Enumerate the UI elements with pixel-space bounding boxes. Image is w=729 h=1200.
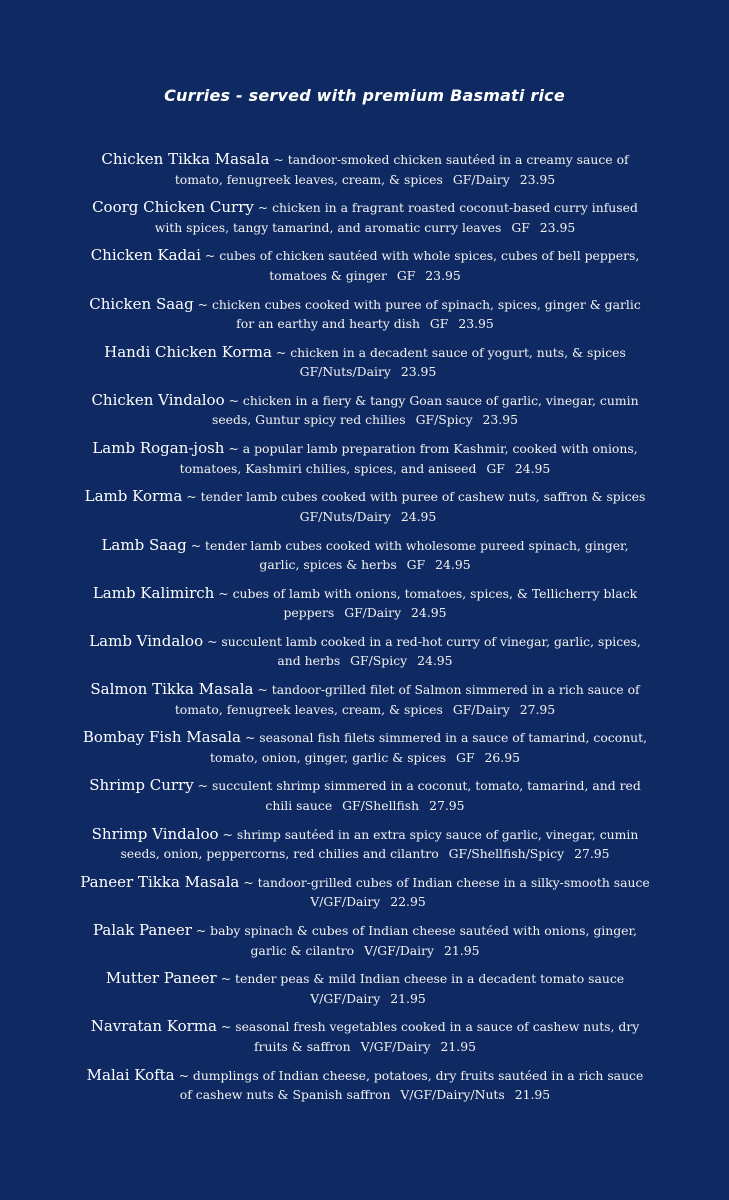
dish-name: Shrimp Vindaloo xyxy=(91,824,219,843)
dish-name: Lamb Vindaloo xyxy=(89,631,204,650)
dish-name: Chicken Tikka Masala xyxy=(101,150,270,168)
menu-item xyxy=(80,439,650,487)
menu-item xyxy=(80,1017,650,1065)
menu-item xyxy=(80,487,650,535)
menu-item xyxy=(80,776,650,824)
menu-item xyxy=(80,728,650,776)
menu-list xyxy=(80,150,650,1114)
dietary-tags: V/GF/Dairy/Nuts xyxy=(400,1087,505,1103)
dietary-tags: GF/Dairy xyxy=(344,605,402,621)
dish-description: ~ seasonal fresh vegetables cooked in a sauce of cashew nuts, dry fruits & saffron xyxy=(220,1019,640,1054)
menu-item xyxy=(80,295,650,343)
dish-price: 24.95 xyxy=(514,460,551,476)
dietary-tags: GF xyxy=(396,267,416,283)
dish-price: 23.95 xyxy=(519,171,556,187)
dietary-tags: GF/Spicy xyxy=(415,412,473,428)
menu-item xyxy=(80,1066,650,1114)
dietary-tags: GF/Nuts/Dairy xyxy=(299,508,391,524)
dietary-tags: V/GF/Dairy xyxy=(310,990,381,1006)
dish-description: ~ shrimp sautéed in an extra spicy sauce of garlic, vinegar, cumin seeds, onion, peppercorns, red chilies and cilantro xyxy=(120,826,639,862)
dish-name: Navratan Korma xyxy=(90,1017,217,1036)
dish-name: Lamb Saag xyxy=(101,535,187,554)
dish-name: Lamb Korma xyxy=(84,487,183,506)
menu-item xyxy=(80,198,650,246)
dietary-tags: GF/Shellfish xyxy=(342,797,420,813)
dish-description: ~ a popular lamb preparation from Kashmir, cooked with onions, tomatoes, Kashmiri chilies, spices, and aniseed xyxy=(179,441,638,476)
menu-item xyxy=(80,825,650,873)
dish-price: 21.95 xyxy=(390,990,426,1006)
dietary-tags: V/GF/Dairy xyxy=(310,894,381,910)
menu-item xyxy=(80,632,650,680)
dish-description: ~ seasonal fish filets simmered in a sauce of tamarind, coconut, tomato, onion, ginger, garlic & spices xyxy=(210,730,648,765)
dietary-tags: GF xyxy=(486,460,505,476)
dietary-tags: GF/Nuts/Dairy xyxy=(299,364,391,380)
dish-price: 23.95 xyxy=(482,412,519,428)
menu-item xyxy=(80,584,650,632)
dish-description: ~ chicken in a fiery & tangy Goan sauce of garlic, vinegar, cumin seeds, Guntur spicy red chilies xyxy=(211,392,639,428)
menu-item xyxy=(80,246,650,294)
dish-description: ~ dumplings of Indian cheese, potatoes, dry fruits sautéed in a rich sauce of cashew nuts & Spanish saffron xyxy=(178,1067,644,1103)
dish-name: Salmon Tikka Masala xyxy=(90,680,254,699)
dietary-tags: GF/Spicy xyxy=(350,653,408,669)
dietary-tags: GF/Shellfish/Spicy xyxy=(448,846,565,862)
menu-item xyxy=(80,343,650,391)
dish-price: 24.95 xyxy=(417,653,453,669)
dish-price: 21.95 xyxy=(514,1087,551,1103)
dietary-tags: GF xyxy=(511,219,530,235)
dish-description: ~ baby spinach & cubes of Indian cheese sautéed with onions, ginger, garlic & cilantro xyxy=(195,923,637,958)
dish-price: 23.95 xyxy=(425,267,461,283)
dish-description: ~ cubes of lamb with onions, tomatoes, spices, & Tellicherry black peppers xyxy=(218,585,638,621)
dish-description: ~ tender lamb cubes cooked with wholesome pureed spinach, ginger, garlic, spices & herbs xyxy=(190,537,629,572)
dish-description: ~ succulent lamb cooked in a red-hot curry of vinegar, garlic, spices, and herbs xyxy=(207,633,641,669)
dietary-tags: V/GF/Dairy xyxy=(364,942,435,958)
dish-description: ~ chicken cubes cooked with puree of spinach, spices, ginger & garlic for an earthy and hearty dish xyxy=(197,296,641,332)
dietary-tags: GF xyxy=(429,316,449,332)
dish-description: ~ tender peas & mild Indian cheese in a decadent tomato sauce xyxy=(220,971,625,987)
menu-item xyxy=(80,921,650,969)
dish-price: 21.95 xyxy=(444,942,480,958)
dish-price: 26.95 xyxy=(484,749,520,765)
dish-price: 24.95 xyxy=(435,557,471,572)
menu-item xyxy=(80,150,650,198)
dish-name: Bombay Fish Masala xyxy=(82,728,241,747)
dish-price: 27.95 xyxy=(519,701,556,717)
dish-price: 23.95 xyxy=(539,219,576,235)
dish-description: ~ tender lamb cubes cooked with puree of cashew nuts, saffron & spices xyxy=(186,489,646,505)
dish-name: Shrimp Curry xyxy=(89,776,194,795)
dish-price: 23.95 xyxy=(458,316,494,332)
dietary-tags: GF/Dairy xyxy=(452,701,510,717)
dish-description: ~ chicken in a fragrant roasted coconut-based curry infused with spices, tangy tamarind, and aromatic curry leaves xyxy=(154,200,638,235)
menu-item xyxy=(80,969,650,1017)
menu-item xyxy=(80,536,650,584)
dish-name: Chicken Kadai xyxy=(90,246,201,265)
dish-name: Palak Paneer xyxy=(93,921,192,939)
dietary-tags: GF xyxy=(456,749,475,765)
dish-name: Coorg Chicken Curry xyxy=(92,198,254,217)
dish-name: Paneer Tikka Masala xyxy=(80,872,240,891)
dish-name: Lamb Rogan-josh xyxy=(92,439,225,458)
dish-description: ~ tandoor-smoked chicken sautéed in a creamy sauce of tomato, fenugreek leaves, cream, & spices xyxy=(174,152,629,187)
dish-price: 24.95 xyxy=(400,508,437,524)
dish-name: Mutter Paneer xyxy=(105,969,217,988)
dish-price: 27.95 xyxy=(429,797,465,813)
dish-name: Lamb Kalimirch xyxy=(92,583,215,602)
dish-description: ~ chicken in a decadent sauce of yogurt, nuts, & spices xyxy=(275,344,626,360)
dietary-tags: GF xyxy=(406,557,426,572)
dish-name: Malai Kofta xyxy=(86,1065,175,1084)
menu-item xyxy=(80,680,650,728)
section-title: Curries - served with premium Basmati rice xyxy=(164,86,565,105)
dish-price: 27.95 xyxy=(574,846,610,862)
dish-name: Chicken Saag xyxy=(89,294,194,313)
dish-name: Chicken Vindaloo xyxy=(91,390,225,409)
dish-description: ~ succulent shrimp simmered in a coconut, tomato, tamarind, and red chili sauce xyxy=(197,778,641,813)
dish-description: ~ cubes of chicken sautéed with whole spices, cubes of bell peppers, tomatoes & ginger xyxy=(204,248,640,283)
dish-price: 24.95 xyxy=(411,605,447,621)
dietary-tags: GF/Dairy xyxy=(452,171,510,187)
dish-name: Handi Chicken Korma xyxy=(104,342,272,361)
menu-item xyxy=(80,391,650,439)
menu-item xyxy=(80,873,650,921)
dish-price: 23.95 xyxy=(400,364,437,380)
dish-description: ~ tandoor-grilled cubes of Indian cheese in a silky-smooth sauce xyxy=(243,874,650,890)
dietary-tags: V/GF/Dairy xyxy=(360,1038,431,1054)
dish-price: 21.95 xyxy=(440,1038,476,1054)
dish-description: ~ tandoor-grilled filet of Salmon simmered in a rich sauce of tomato, fenugreek leaves, cream, & spices xyxy=(174,682,640,717)
dish-price: 22.95 xyxy=(390,894,426,910)
